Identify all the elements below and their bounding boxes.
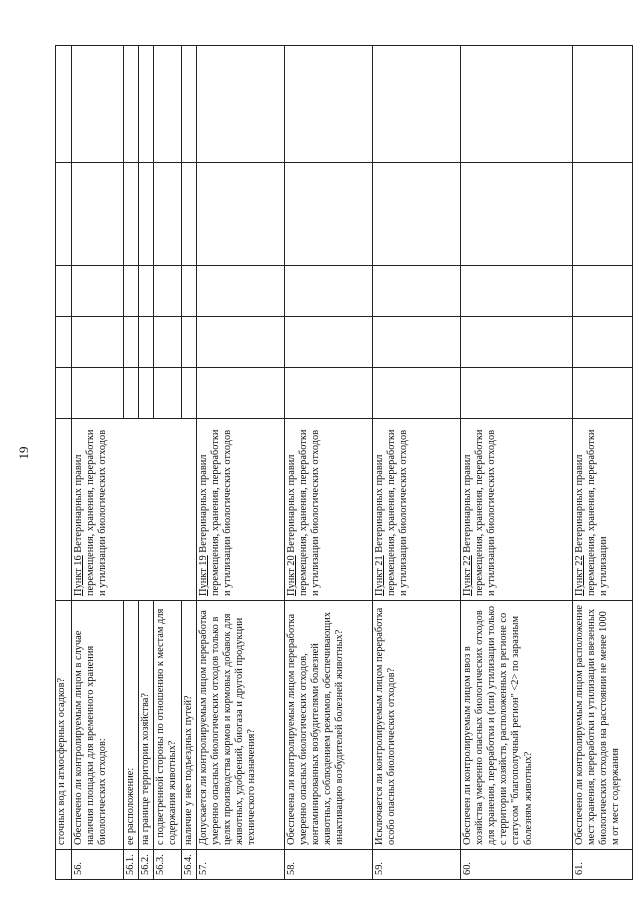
answer-no-cell (72, 317, 124, 368)
answer-yes-cell (124, 368, 139, 419)
note-cell (154, 163, 182, 266)
note-cell (573, 163, 633, 266)
note-cell (56, 163, 72, 266)
requirement-ref-cell (573, 419, 633, 601)
requirement-link: Пункт 16 (73, 555, 84, 596)
page-number: 19 (16, 446, 31, 460)
answer-yes-cell (139, 368, 154, 419)
answer-na-cell (124, 266, 139, 317)
requirement-link: Пункт 22 (462, 555, 474, 596)
answer-yes-cell (197, 368, 285, 419)
extra-cell (197, 46, 285, 163)
row-number: 60. (461, 850, 573, 880)
requirement-link: Пункт 20 (286, 555, 298, 596)
requirement-text: Ветеринарных правил перемещения, хранения, переработки и утилизации биологических отходов (286, 429, 322, 596)
answer-na-cell (72, 266, 124, 317)
table-row (285, 46, 373, 880)
note-cell (139, 163, 154, 266)
extra-cell (373, 46, 461, 163)
row-number: 59. (373, 850, 461, 880)
answer-yes-cell (56, 368, 72, 419)
extra-cell (139, 46, 154, 163)
extra-cell (573, 46, 633, 163)
answer-yes-cell (573, 368, 633, 419)
requirement-ref-cell (197, 419, 285, 601)
extra-cell (72, 46, 124, 163)
requirement-ref-cell (56, 419, 72, 601)
requirement-text: Ветеринарных правил перемещения, хранения, переработки и утилизации (574, 429, 610, 596)
question-cell: на границе территории хозяйства? (139, 601, 154, 850)
row-number: 56.1. (124, 850, 139, 880)
row-number: 56.3. (154, 850, 182, 880)
requirement-ref-cell (461, 419, 573, 601)
table-row (56, 46, 72, 880)
answer-no-cell (154, 317, 182, 368)
question-cell: Обеспечено ли контролируемым лицом расположение мест хранения, переработки и утилизации ввезенных биологических отходов на расстоянии не менее 1000 м от мест содержания (573, 601, 633, 850)
answer-na-cell (197, 266, 285, 317)
table-row (373, 46, 461, 880)
answer-no-cell (573, 317, 633, 368)
answer-yes-cell (461, 368, 573, 419)
row-number: 56.4. (182, 850, 197, 880)
table-row (461, 46, 573, 880)
question-cell: с подветренной стороны по отношению к местам для содержания животных? (154, 601, 182, 850)
requirement-text: Ветеринарных правил перемещения, хранения, переработки и утилизации биологических отходов (198, 429, 234, 596)
note-cell (72, 163, 124, 266)
note-cell (461, 163, 573, 266)
extra-cell (56, 46, 72, 163)
answer-no-cell (461, 317, 573, 368)
row-number: 57. (197, 850, 285, 880)
answer-no-cell (285, 317, 373, 368)
question-cell: Исключается ли контролируемым лицом переработка особо опасных биологических отходов? (373, 601, 461, 850)
row-number: 56.2. (139, 850, 154, 880)
answer-no-cell (124, 317, 139, 368)
answer-yes-cell (154, 368, 182, 419)
answer-na-cell (573, 266, 633, 317)
requirement-link: Пункт 21 (374, 555, 386, 596)
note-cell (124, 163, 139, 266)
answer-na-cell (139, 266, 154, 317)
requirement-link: Пункт 22 (574, 555, 586, 596)
answer-yes-cell (285, 368, 373, 419)
question-cell: Обеспечено ли контролируемым лицом в случае наличия площадки для временного хранения биологических отходов: (72, 601, 124, 850)
question-cell: Обеспечена ли контролируемым лицом переработка умеренно опасных биологических отходов, контаминированных возбудителями болезней животных, соблюдением режимов, обеспечивающих инактивацию возбудителей болезней животных? (285, 601, 373, 850)
row-number: 56. (72, 850, 124, 880)
answer-na-cell (182, 266, 197, 317)
table-row (72, 46, 124, 880)
answer-na-cell (56, 266, 72, 317)
answer-no-cell (373, 317, 461, 368)
answer-na-cell (373, 266, 461, 317)
checklist-table (55, 45, 633, 880)
requirement-ref-cell (72, 419, 197, 601)
extra-cell (461, 46, 573, 163)
row-number: 61. (573, 850, 633, 880)
note-cell (197, 163, 285, 266)
note-cell (373, 163, 461, 266)
answer-no-cell (56, 317, 72, 368)
requirement-ref-cell (373, 419, 461, 601)
requirement-text: Ветеринарных правил перемещения, хранения, переработки и утилизации биологических отходов (462, 429, 498, 596)
row-number: 58. (285, 850, 373, 880)
question-cell: Обеспечен ли контролируемым лицом ввоз в хозяйства умеренно опасных биологических отходов для хранения, переработки и (или) утилизации только с территории хозяйств, расположенных в регионе со статусом "благополучный регион" <2> по заразным болезням животных? (461, 601, 573, 850)
table-row (573, 46, 633, 880)
answer-na-cell (461, 266, 573, 317)
table-row (197, 46, 285, 880)
extra-cell (182, 46, 197, 163)
checklist-body (56, 46, 633, 880)
extra-cell (124, 46, 139, 163)
question-cell: наличие у нее подъездных путей? (182, 601, 197, 850)
question-cell: Допускается ли контролируемым лицом переработка умеренно опасных биологических отходов только в целях производства кормов и кормовых добавок для животных, удобрений, биогаза и другой продукции технического назначения? (197, 601, 285, 850)
note-cell (182, 163, 197, 266)
answer-yes-cell (72, 368, 124, 419)
answer-na-cell (154, 266, 182, 317)
requirement-link: Пункт 19 (198, 555, 210, 596)
answer-no-cell (182, 317, 197, 368)
extra-cell (285, 46, 373, 163)
requirement-ref-cell (285, 419, 373, 601)
rotated-page-content (55, 46, 635, 880)
answer-na-cell (285, 266, 373, 317)
requirement-text: Ветеринарных правил перемещения, хранения, переработки и утилизации биологических отходов (73, 429, 109, 596)
answer-no-cell (197, 317, 285, 368)
answer-yes-cell (182, 368, 197, 419)
note-cell (285, 163, 373, 266)
question-cell: сточных вод и атмосферных осадков? (56, 601, 72, 850)
answer-yes-cell (373, 368, 461, 419)
question-cell: ее расположение: (124, 601, 139, 850)
requirement-text: Ветеринарных правил перемещения, хранения, переработки и утилизации биологических отходов (374, 429, 410, 596)
extra-cell (154, 46, 182, 163)
row-number (56, 850, 72, 880)
answer-no-cell (139, 317, 154, 368)
